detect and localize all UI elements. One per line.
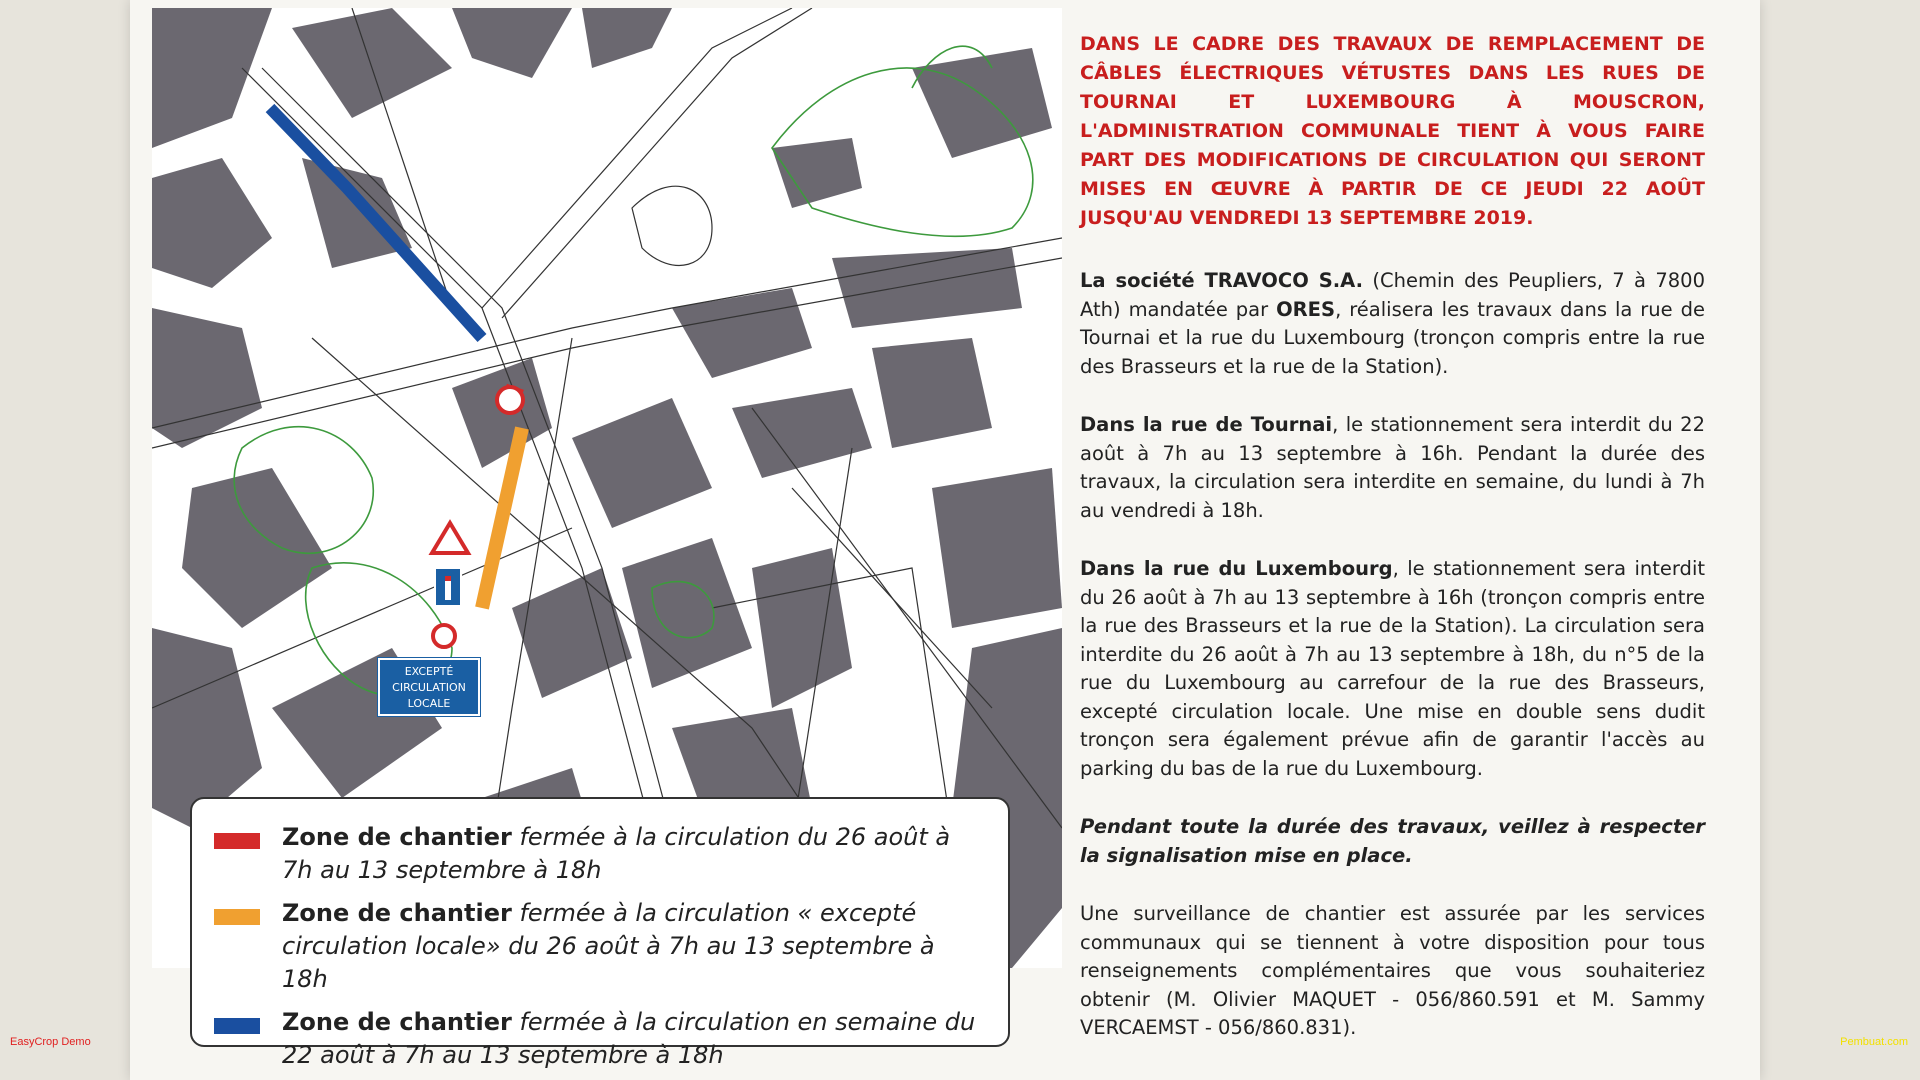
map-legend [190,797,1010,1069]
no-entry-sign-bottom-icon [433,625,455,647]
luxembourg-lead: Dans la rue du Luxembourg [1080,557,1393,580]
ores-name: ORES [1276,297,1336,321]
legend-title: Zone de chantier [282,899,512,927]
sign-line-2: CIRCULATION [392,681,466,694]
warning-triangle-icon [432,523,468,553]
legend-title: Zone de chantier [282,823,512,851]
paragraph-luxembourg [1080,555,1705,783]
legend-description: fermée à la circulation « excepté circulation locale» du 26 août à 7h au 13 septembre à 18h [282,899,935,993]
legend-description: fermée à la circulation en semaine du 22 août à 7h au 13 septembre à 18h [282,1008,976,1069]
paragraph-company [1080,267,1705,381]
sign-line-3: LOCALE [407,697,451,710]
excepte-circulation-sign [378,658,480,716]
legend-swatch-orange [214,909,260,925]
company-name: La société TRAVOCO S.A. [1080,269,1364,292]
legend-text [282,1006,978,1072]
legend-text [282,897,978,996]
notice-intro: DANS LE CADRE DES TRAVAUX DE REMPLACEMENT DE CÂBLES ÉLECTRIQUES VÉTUSTES DANS LES RUES DE TOURNAI ET LUXEMBOURG À MOUSCRON, L'ADMINISTRATION COMMUNALE TIENT À VOUS FAIRE PART DES MODIFICATIONS DE CIRCULATION QUI SERONT MISES EN ŒUVRE À PARTIR DE CE JEUDI 22 AOÛT JUSQU'AU VENDREDI 13 SEPTEMBRE 2019. [1080,33,1705,229]
legend-item-orange [214,897,978,996]
paragraph-contact: Une surveillance de chantier est assurée par les services communaux qui se tiennent à votre disposition pour tous renseignements complémentaires que vous souhaiteriez obtenir (M. Olivier MAQUET - 056/860.591 et M. Sammy VERCAEMST - 056/860.831). [1080,902,1705,1039]
legend-title: Zone de chantier [282,1008,512,1036]
paragraph-warning: Pendant toute la durée des travaux, veillez à respecter la signalisation mise en place. [1080,815,1705,867]
legend-item-red [214,821,978,887]
company-text-1: (Chemin des Peupliers, 7 à 7800 Ath) mandatée par [1080,269,1705,321]
tournai-text: , le stationnement sera interdit du 22 août à 7h au 13 septembre à 16h. Pendant la durée des travaux, la circulation sera interdite en semaine, du lundi à 7h au vendredi à 18h. [1080,413,1705,522]
watermark-right: Pembuat.com [1840,1036,1908,1048]
legend-item-blue [214,1006,978,1072]
legend-text [282,821,978,887]
tournai-lead: Dans la rue de Tournai [1080,413,1333,436]
watermark-left: EasyCrop Demo [10,1036,91,1048]
paragraph-tournai [1080,411,1705,525]
company-text-2: , réalisera les travaux dans la rue de Tournai et la rue du Luxembourg (tronçon compris entre la rue des Brasseurs et la rue de la Station). [1080,297,1705,378]
dead-end-bar-icon [445,578,451,600]
sign-line-1: EXCEPTÉ [404,665,454,678]
blue-work-zone [270,108,482,338]
legend-description: fermée à la circulation du 26 août à 7h au 13 septembre à 18h [282,823,951,884]
legend-swatch-blue [214,1018,260,1034]
dead-end-red-icon [445,576,451,581]
notice-text-column [1080,30,1705,1073]
legend-swatch-red [214,833,260,849]
luxembourg-text: , le stationnement sera interdit du 26 août à 7h au 13 septembre à 16h (tronçon compris entre la rue des Brasseurs et la rue de la Station). La circulation sera interdite du 26 août à 7h au 13 septembre à 18h, du n°5 de la rue du Luxembourg au carrefour de la rue des Brasseurs, excepté circulation locale. Une mise en double sens dudit tronçon sera également prévue afin de garantir l'accès au parking du bas de la rue du Luxembourg. [1080,557,1706,780]
no-entry-sign-top-icon [497,387,523,413]
